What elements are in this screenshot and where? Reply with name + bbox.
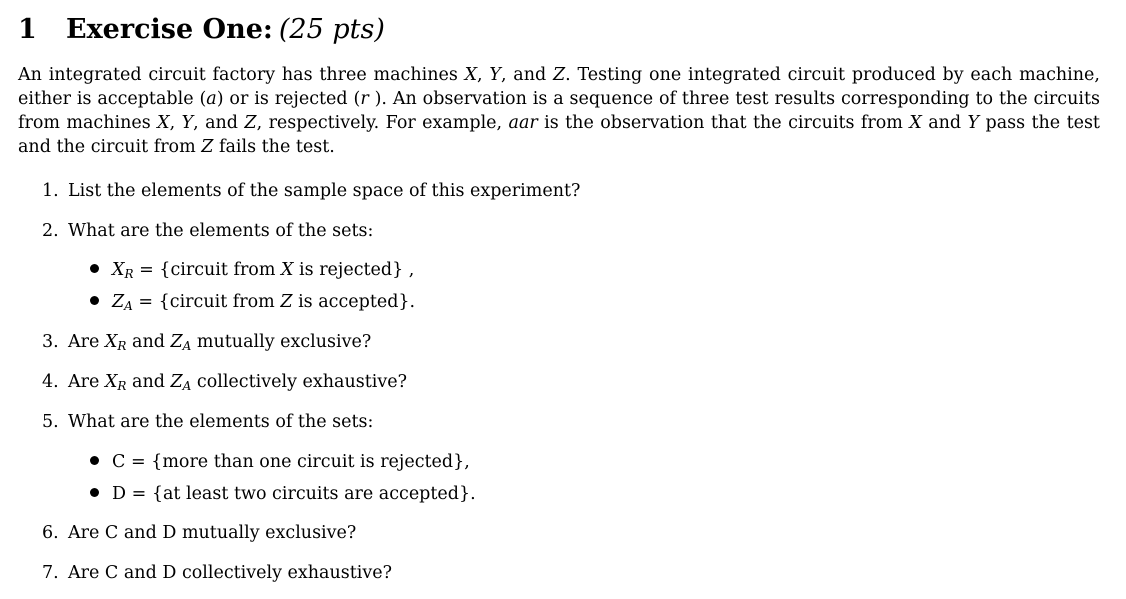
intro-text: and the circuit from [18, 137, 202, 157]
question-4 [42, 370, 407, 398]
math-var: aar [508, 113, 538, 133]
intro-text: either is acceptable ( [18, 89, 207, 109]
intro-text: ) or is rejected ( [216, 89, 361, 109]
math-var: X [281, 260, 294, 280]
bullet-text: D = {at least two circuits are accepted}. [112, 484, 476, 504]
question-3 [42, 330, 371, 358]
math-var: X [464, 65, 478, 85]
intro-text: . Testing one integrated circuit produced by each machine, [565, 65, 1100, 85]
section-number: 1 [18, 14, 37, 45]
math-var: X [909, 113, 922, 133]
intro-line-3 [18, 111, 1100, 135]
section-heading [18, 12, 385, 48]
intro-text: , [477, 65, 490, 85]
question-text: Are C and D collectively exhaustive? [68, 563, 392, 583]
question-number: 3. [42, 332, 59, 352]
intro-text: pass the test [979, 113, 1100, 133]
intro-text: from machines [18, 113, 158, 133]
question-number: 5. [42, 412, 59, 432]
math-var: X [104, 372, 118, 392]
question-6 [42, 521, 356, 545]
intro-line-2 [18, 87, 1100, 111]
intro-text: fails the test. [213, 137, 335, 157]
question-text: Are [68, 372, 105, 392]
question-2 [42, 219, 373, 243]
math-var: Y [967, 113, 980, 133]
intro-text: An integrated circuit factory has three machines [18, 65, 465, 85]
bullet-icon [90, 488, 99, 497]
bullet-za [90, 290, 415, 318]
math-subscript: A [182, 379, 192, 393]
math-subscript: R [117, 339, 127, 353]
section-points: (25 pts) [278, 14, 385, 45]
math-var: X [157, 113, 170, 133]
math-var: Z [170, 332, 183, 352]
math-var: Z [112, 292, 125, 312]
math-subscript: A [124, 299, 133, 313]
intro-paragraph [18, 63, 1100, 159]
math-var: Z [552, 65, 566, 85]
intro-text: , and [193, 113, 245, 133]
section-title: Exercise One: [66, 14, 273, 45]
intro-text: , and [500, 65, 553, 85]
question-number: 4. [42, 372, 59, 392]
question-text: collectively exhaustive? [191, 372, 407, 392]
bullet-d [90, 482, 476, 506]
bullet-text: is accepted}. [292, 292, 416, 312]
bullet-xr [90, 258, 414, 286]
question-7 [42, 561, 392, 585]
question-5 [42, 410, 373, 434]
bullet-icon [90, 264, 99, 273]
bullet-icon [90, 296, 99, 305]
question-1 [42, 179, 580, 203]
intro-text: and [921, 113, 968, 133]
bullet-text: C = {more than one circuit is rejected}, [112, 452, 470, 472]
intro-text: is the observation that the circuits from [537, 113, 910, 133]
bullet-icon [90, 456, 99, 465]
math-var: a [206, 89, 217, 109]
math-var: Z [280, 292, 293, 312]
bullet-c [90, 450, 470, 474]
intro-line-4 [18, 135, 1100, 159]
math-var: Z [170, 372, 183, 392]
math-subscript: R [117, 379, 127, 393]
intro-line-1 [18, 63, 1100, 87]
math-var: Y [181, 113, 194, 133]
question-text: Are [68, 332, 105, 352]
question-number: 7. [42, 563, 59, 583]
intro-text: ). An observation is a sequence of three test results corresponding to the circuits [368, 89, 1100, 109]
intro-text: , [169, 113, 182, 133]
question-text: mutually exclusive? [191, 332, 372, 352]
question-number: 2. [42, 221, 59, 241]
math-var: X [112, 260, 125, 280]
question-text: Are C and D mutually exclusive? [68, 523, 357, 543]
bullet-text: = {circuit from [132, 292, 281, 312]
question-number: 6. [42, 523, 59, 543]
math-var: Z [244, 113, 257, 133]
intro-text: , respectively. For example, [256, 113, 509, 133]
math-var: Y [489, 65, 501, 85]
bullet-text: is rejected} , [293, 260, 415, 280]
math-var: X [104, 332, 118, 352]
question-text: and [126, 332, 171, 352]
math-subscript: R [124, 267, 134, 281]
math-var: Z [201, 137, 214, 157]
math-subscript: A [182, 339, 192, 353]
question-text: What are the elements of the sets: [68, 221, 374, 241]
question-number: 1. [42, 181, 59, 201]
math-var: r [360, 89, 369, 109]
question-text: What are the elements of the sets: [68, 412, 374, 432]
bullet-text: = {circuit from [133, 260, 282, 280]
question-text: List the elements of the sample space of this experiment? [68, 181, 581, 201]
question-text: and [126, 372, 171, 392]
